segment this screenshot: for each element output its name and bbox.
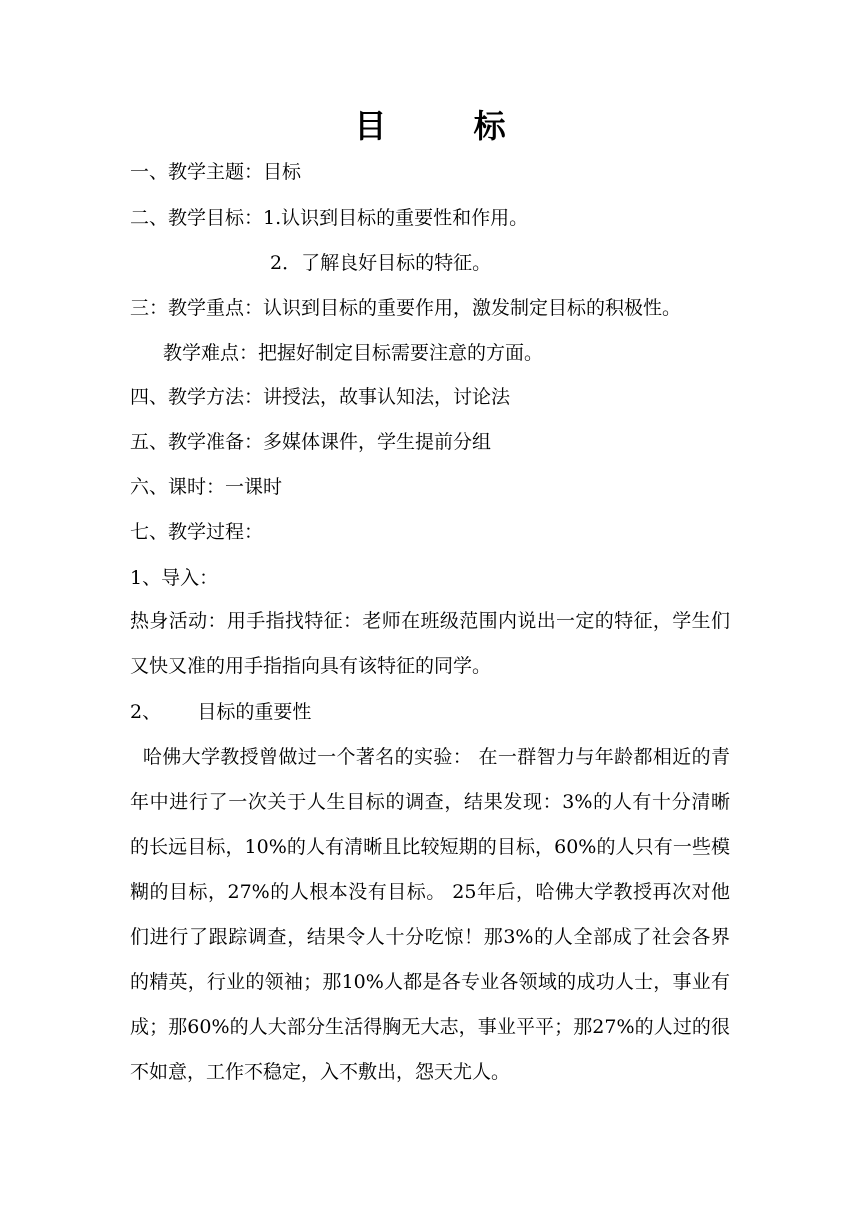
class-hours-line: 六、课时：一课时: [130, 476, 283, 498]
teaching-method-line: 四、教学方法：讲授法，故事认知法，讨论法: [130, 386, 511, 408]
teaching-goal-line: 二、教学目标：1.认识到目标的重要性和作用。: [130, 207, 529, 229]
teaching-preparation-line: 五、教学准备：多媒体课件，学生提前分组: [130, 431, 492, 453]
document-title: 目 标: [354, 107, 544, 145]
section-2-heading: 2、 目标的重要性: [130, 701, 312, 723]
teaching-difficulty-line: 教学难点：把握好制定目标需要注意的方面。: [163, 342, 544, 364]
warmup-paragraph: 热身活动：用手指找特征：老师在班级范围内说出一定的特征，学生们又快又准的用手指指向具有该特征的同学。: [130, 610, 730, 677]
introduction-heading: 1、导入：: [130, 567, 219, 589]
teaching-process-line: 七、教学过程：: [130, 521, 264, 543]
teaching-goal-line-2: 2．了解良好目标的特征。: [270, 252, 492, 274]
harvard-study-paragraph: 哈佛大学教授曾做过一个著名的实验： 在一群智力与年龄都相近的青年中进行了一次关于人生目标的调查，结果发现：3%的人有十分清晰的长远目标，10%的人有清晰且比较短期的目标，60%的人只有一些模糊的目标，27%的人根本没有目标。 25年后，哈佛大学教授再次对他们进行了跟踪调查，结果令人十分吃惊！那3%的人全部成了社会各界的精英，行业的领袖；那10%人都是各专业各领域的成功人士，事业有成；那60%的人大部分生活得胸无大志，事业平平；那27%的人过的很不如意，工作不稳定，入不敷出，怨天尤人。: [130, 746, 730, 1083]
teaching-focus-line: 三：教学重点：认识到目标的重要作用，激发制定目标的积极性。: [130, 297, 682, 319]
teaching-theme-line: 一、教学主题：目标: [130, 161, 302, 183]
